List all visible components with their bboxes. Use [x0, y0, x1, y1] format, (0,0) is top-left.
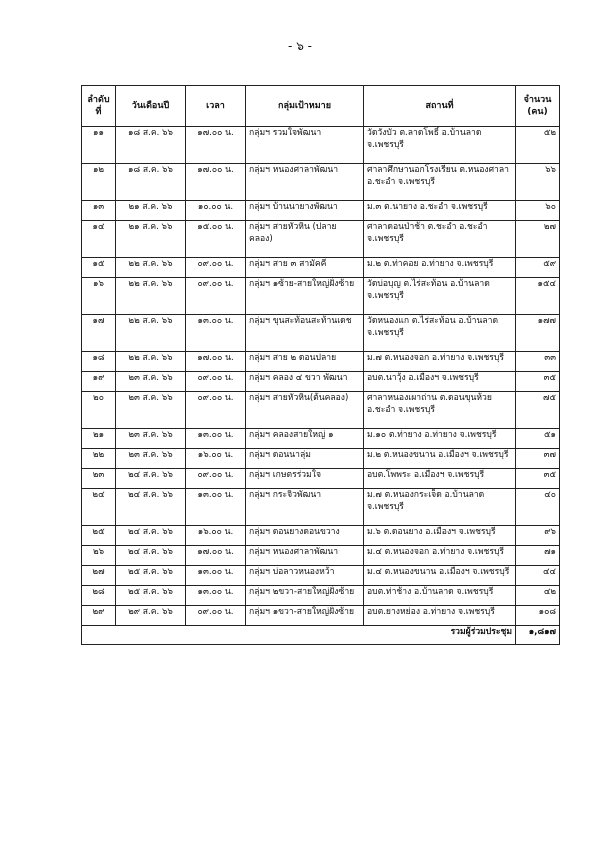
row-target-group: กลุ่มฯ บ่อลาวหนองหว้า	[246, 566, 364, 586]
row-time: ๑๓.๐๐ น.	[186, 315, 246, 352]
row-count: ๑๗๗	[516, 315, 560, 352]
row-time: ๑๗.๐๐ น.	[186, 127, 246, 164]
table-row	[82, 278, 560, 315]
row-number: ๑๑	[82, 127, 116, 164]
row-target-group: กลุ่มฯ สายหัวหิน(ต้นคลอง)	[246, 392, 364, 429]
row-place: ม.๑๐ ต.ท่ายาง อ.ท่ายาง จ.เพชรบุรี	[364, 429, 516, 449]
row-time: ๐๙.๐๐ น.	[186, 278, 246, 315]
row-date: ๒๔ ส.ค. ๖๖	[116, 546, 186, 566]
row-place: ศาลาดอนป่าช้า ต.ชะอำ อ.ชะอำ จ.เพชรบุรี	[364, 221, 516, 258]
row-date: ๒๑ ส.ค. ๖๖	[116, 201, 186, 221]
row-place: ม.๓ ต.นายาง อ.ชะอำ จ.เพชรบุรี	[364, 201, 516, 221]
row-target-group: กลุ่มฯ ขุนสะท้อนสะท้านเดช	[246, 315, 364, 352]
row-count: ๒๗	[516, 221, 560, 258]
row-date: ๒๕ ส.ค. ๖๖	[116, 586, 186, 606]
row-target-group: กลุ่มฯ บ้านนายางพัฒนา	[246, 201, 364, 221]
row-date: ๒๑ ส.ค. ๖๖	[116, 221, 186, 258]
row-target-group: กลุ่มฯ ดอนนาลุ่ม	[246, 449, 364, 469]
row-date: ๒๓ ส.ค. ๖๖	[116, 429, 186, 449]
row-number: ๑๕	[82, 258, 116, 278]
row-place: วัดบ่อบุญ ต.ไร่สะท้อน อ.บ้านลาด จ.เพชรบุรี	[364, 278, 516, 315]
table-row	[82, 489, 560, 526]
total-label: รวมผู้ร่วมประชุม	[82, 626, 516, 645]
row-number: ๒๑	[82, 429, 116, 449]
row-number: ๑๙	[82, 372, 116, 392]
table-row	[82, 201, 560, 221]
row-target-group: กลุ่มฯ หนองศาลาพัฒนา	[246, 164, 364, 201]
table-row	[82, 127, 560, 164]
row-place: อบต.โพพระ อ.เมืองฯ จ.เพชรบุรี	[364, 469, 516, 489]
row-time: ๑๗.๐๐ น.	[186, 352, 246, 372]
row-target-group: กลุ่มฯ ดอนยางดอนขวาง	[246, 526, 364, 546]
row-time: ๐๙.๐๐ น.	[186, 606, 246, 626]
row-time: ๑๓.๐๐ น.	[186, 566, 246, 586]
row-date: ๒๒ ส.ค. ๖๖	[116, 315, 186, 352]
row-count: ๓๗	[516, 449, 560, 469]
row-date: ๒๓ ส.ค. ๖๖	[116, 392, 186, 429]
row-time: ๑๗.๐๐ น.	[186, 546, 246, 566]
row-date: ๒๓ ส.ค. ๖๖	[116, 449, 186, 469]
row-date: ๒๔ ส.ค. ๖๖	[116, 489, 186, 526]
header-date: วันเดือนปี	[116, 86, 186, 127]
row-date: ๒๙ ส.ค. ๖๖	[116, 606, 186, 626]
row-count: ๔๐	[516, 489, 560, 526]
table-row	[82, 586, 560, 606]
row-number: ๑๒	[82, 164, 116, 201]
row-target-group: กลุ่มฯ ๒ขวา-สายใหญ่ฝั่งซ้าย	[246, 586, 364, 606]
header-place: สถานที่	[364, 86, 516, 127]
row-date: ๑๘ ส.ค. ๖๖	[116, 127, 186, 164]
row-time: ๐๙.๐๐ น.	[186, 392, 246, 429]
row-date: ๒๒ ส.ค. ๖๖	[116, 352, 186, 372]
table-row	[82, 392, 560, 429]
row-target-group: กลุ่มฯ เกษตรร่วมใจ	[246, 469, 364, 489]
row-count: ๔๒	[516, 586, 560, 606]
row-place: ม.๗ ต.หนองจอก อ.ท่ายาง จ.เพชรบุรี	[364, 352, 516, 372]
row-count: ๑๕๔	[516, 278, 560, 315]
row-target-group: กลุ่มฯ คลอง ๔ ขวา พัฒนา	[246, 372, 364, 392]
row-target-group: กลุ่มฯ ๑ขวา-สายใหญ่ฝั่งซ้าย	[246, 606, 364, 626]
row-place: ม.๔ ต.หนองขนาน อ.เมืองฯ จ.เพชรบุรี	[364, 566, 516, 586]
table-row	[82, 258, 560, 278]
row-count: ๕๑	[516, 429, 560, 449]
row-time: ๑๖.๐๐ น.	[186, 449, 246, 469]
row-count: ๖๐	[516, 201, 560, 221]
row-place: วัดหนองแก ต.ไร่สะท้อน อ.บ้านลาด จ.เพชรบุรี	[364, 315, 516, 352]
header-target-group: กลุ่มเป้าหมาย	[246, 86, 364, 127]
row-count: ๑๐๘	[516, 606, 560, 626]
row-number: ๒๓	[82, 469, 116, 489]
row-place: อบต.ยางหย่อง อ.ท่ายาง จ.เพชรบุรี	[364, 606, 516, 626]
row-number: ๒๕	[82, 526, 116, 546]
row-number: ๑๗	[82, 315, 116, 352]
row-target-group: กลุ่มฯ สาย ๒ ดอนปลาย	[246, 352, 364, 372]
table-header-row	[82, 86, 560, 127]
row-place: ศาลาหนองเผาถ่าน ต.ดอนขุนห้วย อ.ชะอำ จ.เพชรบุรี	[364, 392, 516, 429]
row-date: ๒๒ ส.ค. ๖๖	[116, 278, 186, 315]
row-number: ๒๙	[82, 606, 116, 626]
row-place: ม.๒ ต.หนองขนาน อ.เมืองฯ จ.เพชรบุรี	[364, 449, 516, 469]
row-date: ๑๘ ส.ค. ๖๖	[116, 164, 186, 201]
row-time: ๑๐.๐๐ น.	[186, 201, 246, 221]
row-target-group: กลุ่มฯ สายหัวหิน (ปลาย คลอง)	[246, 221, 364, 258]
row-time: ๑๓.๐๐ น.	[186, 489, 246, 526]
row-date: ๒๒ ส.ค. ๖๖	[116, 258, 186, 278]
row-date: ๒๔ ส.ค. ๖๖	[116, 469, 186, 489]
row-time: ๑๓.๐๐ น.	[186, 429, 246, 449]
row-place: ม.๒ ต.ท่าคอย อ.ท่ายาง จ.เพชรบุรี	[364, 258, 516, 278]
row-date: ๒๔ ส.ค. ๖๖	[116, 526, 186, 546]
row-count: ๙๖	[516, 526, 560, 546]
row-place: ม.๔ ต.หนองจอก อ.ท่ายาง จ.เพชรบุรี	[364, 546, 516, 566]
table-row	[82, 315, 560, 352]
row-number: ๒๐	[82, 392, 116, 429]
row-number: ๒๖	[82, 546, 116, 566]
row-target-group: กลุ่มฯ หนองศาลาพัฒนา	[246, 546, 364, 566]
table-row	[82, 352, 560, 372]
row-number: ๑๓	[82, 201, 116, 221]
row-place: วัดวังบัว ต.ลาดโพธิ์ อ.บ้านลาด จ.เพชรบุรี	[364, 127, 516, 164]
row-number: ๒๗	[82, 566, 116, 586]
total-row	[82, 626, 560, 645]
row-place: อบต.ท่าช้าง อ.บ้านลาด จ.เพชรบุรี	[364, 586, 516, 606]
row-count: ๕๒	[516, 127, 560, 164]
row-date: ๒๕ ส.ค. ๖๖	[116, 566, 186, 586]
meeting-schedule-table	[81, 85, 560, 645]
row-count: ๓๕	[516, 372, 560, 392]
header-count: จำนวน (คน)	[516, 86, 560, 127]
row-time: ๑๗.๐๐ น.	[186, 164, 246, 201]
row-count: ๕๙	[516, 258, 560, 278]
total-value: ๑,๘๑๗	[516, 626, 560, 645]
page-number: - ๖ -	[288, 39, 312, 53]
row-place: ม.๖ ต.ดอนยาง อ.เมืองฯ จ.เพชรบุรี	[364, 526, 516, 546]
row-place: ศาลาศึกษานอกโรงเรียน ต.หนองศาลา อ.ชะอำ จ.เพชรบุรี	[364, 164, 516, 201]
row-time: ๑๓.๐๐ น.	[186, 586, 246, 606]
table-row	[82, 429, 560, 449]
row-count: ๖๖	[516, 164, 560, 201]
row-count: ๓๕	[516, 469, 560, 489]
row-time: ๑๖.๐๐ น.	[186, 526, 246, 546]
row-target-group: กลุ่มฯ ๑ซ้าย-สายใหญ่ฝั่งซ้าย	[246, 278, 364, 315]
row-place: อบต.นาวุ้ง อ.เมืองฯ จ.เพชรบุรี	[364, 372, 516, 392]
table-row	[82, 526, 560, 546]
row-count: ๓๓	[516, 352, 560, 372]
table-row	[82, 372, 560, 392]
table-row	[82, 164, 560, 201]
table-row	[82, 469, 560, 489]
header-time: เวลา	[186, 86, 246, 127]
table-row	[82, 449, 560, 469]
row-time: ๐๙.๐๐ น.	[186, 469, 246, 489]
table-row	[82, 221, 560, 258]
row-count: ๗๑	[516, 546, 560, 566]
row-count: ๗๕	[516, 392, 560, 429]
row-number: ๑๖	[82, 278, 116, 315]
row-number: ๒๔	[82, 489, 116, 526]
row-number: ๑๘	[82, 352, 116, 372]
table-body	[82, 127, 560, 626]
row-target-group: กลุ่มฯ สาย ๓ สามัคคี	[246, 258, 364, 278]
row-time: ๑๕.๐๐ น.	[186, 221, 246, 258]
row-number: ๒๘	[82, 586, 116, 606]
row-number: ๒๒	[82, 449, 116, 469]
table-row	[82, 606, 560, 626]
header-no: ลำดับ ที่	[82, 86, 116, 127]
row-place: ม.๗ ต.หนองกระเจ็ด อ.บ้านลาด จ.เพชรบุรี	[364, 489, 516, 526]
row-target-group: กลุ่มฯ คลองสายใหญ่ ๑	[246, 429, 364, 449]
row-target-group: กลุ่มฯ กระจิวพัฒนา	[246, 489, 364, 526]
row-count: ๔๔	[516, 566, 560, 586]
table-row	[82, 566, 560, 586]
row-time: ๐๙.๐๐ น.	[186, 372, 246, 392]
row-target-group: กลุ่มฯ รวมใจพัฒนา	[246, 127, 364, 164]
table-row	[82, 546, 560, 566]
row-number: ๑๔	[82, 221, 116, 258]
row-time: ๐๙.๐๐ น.	[186, 258, 246, 278]
row-date: ๒๓ ส.ค. ๖๖	[116, 372, 186, 392]
